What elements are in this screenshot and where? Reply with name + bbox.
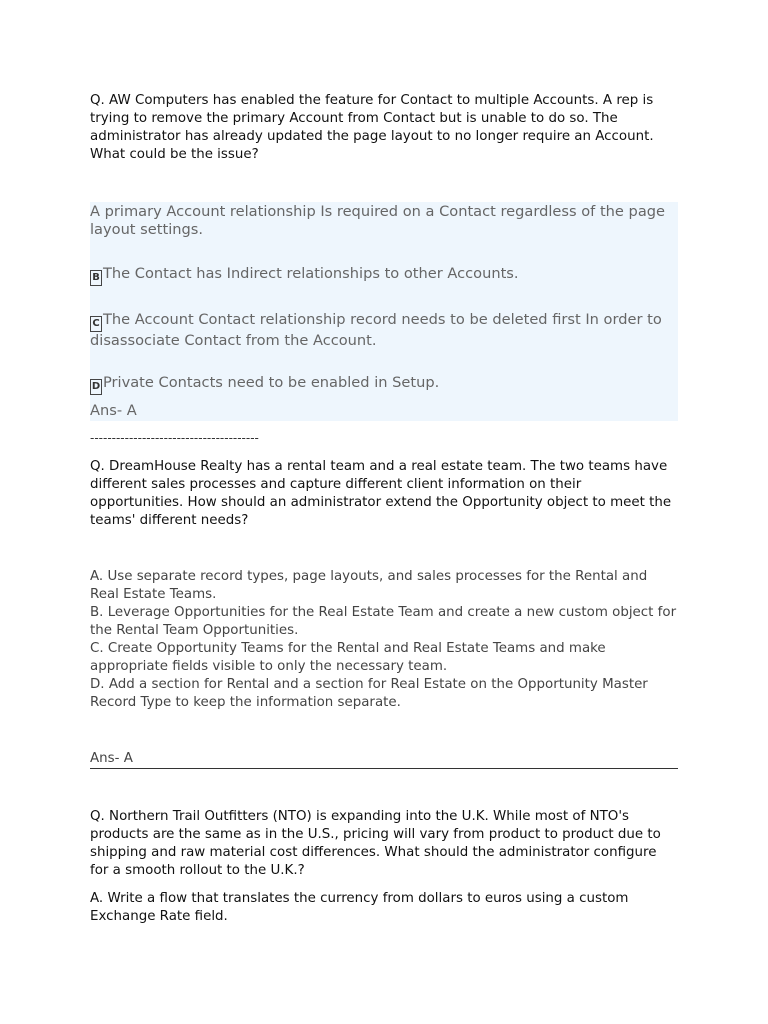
horizontal-rule [90, 768, 678, 769]
question-1-option-b [90, 265, 676, 286]
question-2-options [90, 568, 678, 712]
question-3-text: Q. Northern Trail Outfitters (NTO) is expanding into the U.K. While most of NTO's products are the same as in the U.S., pricing will vary from product to product due to shipping and raw material cost differences. What should the administrator configure for a smooth rollout to the U.K.? [90, 809, 661, 878]
option-b-letter-box: B [90, 270, 102, 286]
question-2-option-a: A. Use separate record types, page layouts, and sales processes for the Rental and Real Estate Teams. [90, 569, 648, 602]
option-d-letter-box: D [90, 379, 102, 395]
question-1-option-d [90, 374, 676, 395]
option-c-text: The Account Contact relationship record needs to be deleted first In order to disassociate Contact from the Account. [90, 311, 662, 349]
question-1-option-c [90, 311, 676, 350]
question-3-option-a: A. Write a flow that translates the currency from dollars to euros using a custom Exchange Rate field. [90, 891, 629, 924]
question-1-answer: Ans- A [90, 402, 137, 419]
question-2-option-c: C. Create Opportunity Teams for the Rental and Real Estate Teams and make appropriate fields visible to only the necessary team. [90, 641, 606, 674]
question-2-text: Q. DreamHouse Realty has a rental team and a real estate team. The two teams have different sales processes and capture different client information on their opportunities. How should an administrator extend the Opportunity object to meet the teams' different needs? [90, 459, 672, 528]
option-b-text: The Contact has Indirect relationships to other Accounts. [103, 265, 519, 282]
question-2-option-b: B. Leverage Opportunities for the Real Estate Team and create a new custom object for the Rental Team Opportunities. [90, 605, 677, 638]
option-a-text: A primary Account relationship Is required on a Contact regardless of the page layout settings. [90, 203, 665, 238]
option-d-text: Private Contacts need to be enabled in Setup. [103, 374, 440, 391]
question-1-text: Q. AW Computers has enabled the feature for Contact to multiple Accounts. A rep is trying to remove the primary Account from Contact but is unable to do so. The administrator has already updated the page layout to no longer require an Account. What could be the issue? [90, 93, 654, 162]
question-2-option-d: D. Add a section for Rental and a section for Real Estate on the Opportunity Master Record Type to keep the information separate. [90, 677, 648, 710]
dashed-separator: --------------------------------------- [90, 431, 259, 445]
question-1-option-a [90, 203, 676, 239]
question-2-answer: Ans- A [90, 751, 133, 766]
option-c-letter-box: C [90, 316, 102, 332]
